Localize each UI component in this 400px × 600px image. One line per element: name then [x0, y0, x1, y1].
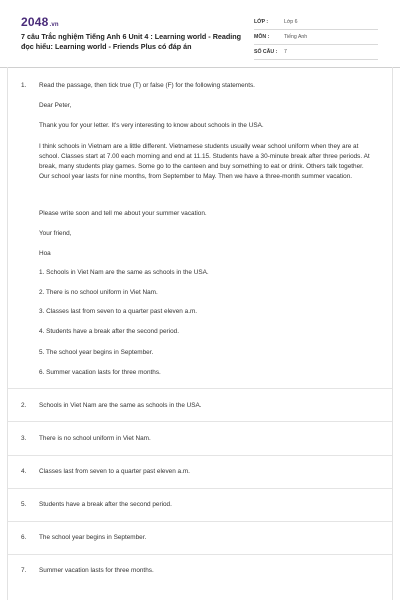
question-divider [8, 521, 392, 522]
question-text: The school year begins in September. [39, 534, 147, 541]
question-number: 7. [21, 567, 27, 574]
question-divider [8, 455, 392, 456]
question-number: 5. [21, 501, 27, 508]
meta-value: Lớp 6 [284, 19, 298, 25]
letter-closing: Your friend, [39, 230, 72, 237]
letter-paragraph: Please write soon and tell me about your summer vacation. [39, 210, 207, 217]
question-number: 4. [21, 468, 27, 475]
question-divider [8, 421, 392, 422]
letter-paragraph: Thank you for your letter. It's very interesting to know about schools in the USA. [39, 122, 264, 129]
meta-value: Tiếng Anh [284, 34, 308, 40]
letter-greeting: Dear Peter, [39, 102, 72, 109]
meta-row-count [254, 45, 378, 60]
meta-table [254, 15, 378, 60]
worksheet-title: 7 câu Trắc nghiệm Tiếng Anh 6 Unit 4 : Learning world - Reading đọc hiểu: Learning world - Friends Plus có đáp án [21, 32, 242, 51]
question-text: There is no school uniform in Viet Nam. [39, 435, 151, 442]
meta-key: MÔN : [254, 34, 270, 40]
question-divider [8, 388, 392, 389]
question-divider [8, 554, 392, 555]
meta-key: SỐ CÂU : [254, 49, 278, 55]
question-number: 1. [21, 82, 27, 89]
question-text: Students have a break after the second period. [39, 501, 172, 508]
meta-key: LỚP : [254, 19, 269, 25]
question-number: 3. [21, 435, 27, 442]
question-text: Schools in Viet Nam are the same as schools in the USA. [39, 402, 202, 409]
statement-item: 2. There is no school uniform in Viet Nam. [39, 289, 158, 296]
header-divider [0, 67, 400, 68]
meta-value: 7 [284, 49, 287, 55]
logo-text: 2048 [21, 15, 49, 29]
letter-signature: Hoa [39, 250, 51, 257]
question-number: 2. [21, 402, 27, 409]
meta-row-subject [254, 30, 378, 45]
page-border-right [392, 67, 393, 600]
question-text: Summer vacation lasts for three months. [39, 567, 154, 574]
meta-row-class [254, 15, 378, 30]
statement-item: 6. Summer vacation lasts for three months. [39, 369, 161, 376]
statement-item: 4. Students have a break after the second period. [39, 328, 179, 335]
question-text: Classes last from seven to a quarter past eleven a.m. [39, 468, 190, 475]
question-divider [8, 488, 392, 489]
logo-suffix: .vn [49, 22, 59, 28]
question-number: 6. [21, 534, 27, 541]
letter-paragraph: I think schools in Vietnam are a little different. Vietnamese students usually wear school uniform when they are at school. Classes start at 7.00 each morning and end at 11.15. Students have a 30-minute break after three periods. At break, many students play games. Some go to the canteen and buy something to eat or drink. Others talk together. Our school year lasts for nine months, from September to May. Then we have a three-month summer vacation. [39, 143, 370, 180]
statement-item: 1. Schools in Viet Nam are the same as schools in the USA. [39, 269, 209, 276]
question-instruction: Read the passage, then tick true (T) or false (F) for the following statements. [39, 82, 255, 89]
site-logo[interactable] [21, 15, 59, 29]
statement-item: 5. The school year begins in September. [39, 349, 154, 356]
statement-item: 3. Classes last from seven to a quarter past eleven a.m. [39, 308, 198, 315]
